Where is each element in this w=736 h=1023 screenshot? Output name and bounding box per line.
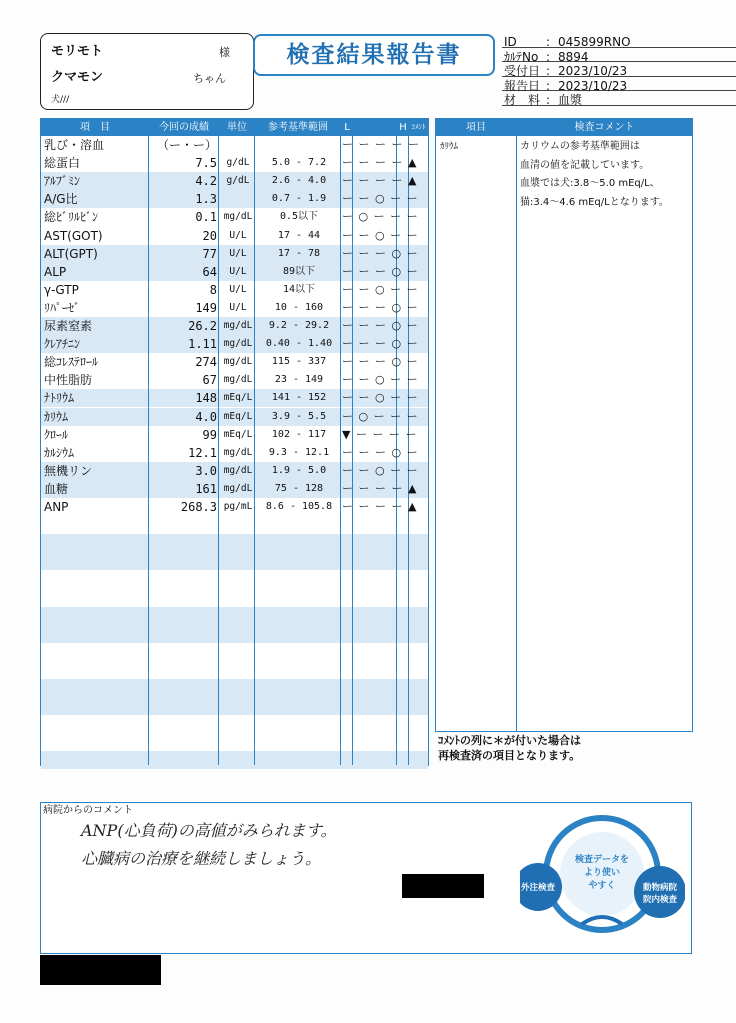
- test-unit: mg/dL: [223, 446, 253, 458]
- result-row: [41, 299, 428, 317]
- test-name: ALP: [44, 264, 67, 279]
- header-item: 項 目: [41, 119, 149, 136]
- test-value: 77: [202, 246, 217, 261]
- result-row: [41, 245, 428, 263]
- result-row: [41, 136, 428, 154]
- result-row: [41, 227, 428, 245]
- test-judgement: ー ー ○ ー ー: [342, 192, 419, 206]
- test-unit: mg/dL: [223, 464, 253, 476]
- test-name: 尿素窒素: [44, 319, 93, 333]
- test-value: 20: [202, 228, 217, 243]
- test-name: ALT(GPT): [44, 246, 98, 261]
- info-key: 報告日: [504, 78, 541, 93]
- test-name: ﾅﾄﾘｳﾑ: [44, 391, 75, 406]
- test-value: 67: [202, 373, 217, 388]
- test-unit: U/L: [229, 301, 247, 313]
- header-high: H: [397, 119, 409, 136]
- test-name: ﾘﾊﾟｰｾﾞ: [44, 300, 81, 315]
- handwritten-comment: [81, 817, 337, 873]
- test-judgement: ー ○ ー ー ー: [342, 210, 419, 224]
- test-range: 115 - 337: [271, 356, 327, 368]
- test-name: 総ｺﾚｽﾃﾛｰﾙ: [44, 355, 99, 370]
- info-key: ID: [504, 35, 517, 49]
- test-name: ｱﾙﾌﾞﾐﾝ: [44, 174, 81, 189]
- page-title: 検査結果報告書: [253, 34, 495, 76]
- test-value: 0.1: [195, 210, 217, 225]
- hospital-comment-label: 病院からのコメント: [43, 805, 133, 816]
- result-row: [41, 154, 428, 172]
- info-value: 2023/10/23: [558, 78, 628, 93]
- comment-line: カリウムの参考基準範囲は: [520, 141, 640, 152]
- test-judgement: ー ー ○ ー ー: [342, 463, 419, 477]
- test-name: γ-GTP: [44, 282, 79, 297]
- owner-honorific: 様: [219, 46, 230, 59]
- header-mid: [353, 119, 397, 136]
- test-judgement: ー ー ー ○ ー: [342, 264, 419, 278]
- result-row: [41, 444, 428, 462]
- result-row: [41, 498, 428, 516]
- test-unit: mg/dL: [223, 482, 253, 494]
- handwritten-line: 心臓病の治療を継続しましょう。: [81, 849, 322, 868]
- test-value: 64: [202, 264, 217, 279]
- test-name: 無機リン: [44, 463, 93, 478]
- result-row: [41, 190, 428, 208]
- test-value: 26.2: [188, 319, 217, 333]
- result-row: [41, 426, 428, 444]
- header-low: L: [341, 119, 353, 136]
- test-value: 161: [195, 481, 217, 496]
- test-name: 総ﾋﾞﾘﾙﾋﾞﾝ: [44, 210, 99, 225]
- test-judgement: ー ー ー ○ ー: [342, 300, 419, 314]
- test-range: 8.6 - 105.8: [265, 501, 333, 512]
- comment-note: [438, 733, 581, 763]
- result-row: [41, 172, 428, 190]
- row-band: [41, 697, 428, 715]
- test-unit: mg/dL: [223, 320, 253, 331]
- redaction-bar: [402, 874, 484, 898]
- result-row: [41, 281, 428, 299]
- info-row: [502, 48, 736, 63]
- redaction-bar: [40, 955, 161, 985]
- test-range: 0.40 - 1.40: [265, 338, 333, 350]
- comment-table: [435, 118, 693, 732]
- owner-name: モリモト: [51, 44, 104, 59]
- result-row: [41, 462, 428, 480]
- test-name: ｶﾘｳﾑ: [44, 409, 69, 424]
- result-row: [41, 208, 428, 226]
- test-judgement: ー ○ ー ー ー: [342, 409, 419, 423]
- info-value: 8894: [558, 49, 589, 64]
- test-value: 99: [202, 427, 217, 442]
- info-key: 材 料: [504, 93, 541, 107]
- header-result: 今回の成績: [149, 119, 219, 136]
- test-unit: mg/dL: [223, 356, 253, 368]
- note-line: 再検査済の項目となります。: [438, 749, 581, 762]
- logo-right-text: 動物病院: [642, 883, 678, 893]
- test-value: 4.2: [195, 174, 217, 189]
- row-band: [41, 534, 428, 552]
- header-unit: 単位: [219, 119, 255, 136]
- test-judgement: ー ー ー ー ー: [342, 138, 420, 151]
- test-judgement: ー ー ○ ー ー: [342, 391, 419, 405]
- info-value: 045899RNO: [558, 35, 631, 49]
- test-name: ｸﾚｱﾁﾆﾝ: [44, 337, 81, 352]
- test-value: 274: [195, 355, 217, 370]
- test-name: ｸﾛｰﾙ: [44, 427, 69, 442]
- test-range: 9.2 - 29.2: [268, 320, 330, 331]
- test-value: 268.3: [180, 500, 217, 514]
- test-unit: g/dL: [226, 175, 250, 187]
- info-colon: :: [546, 64, 551, 78]
- test-value: 148: [195, 391, 217, 406]
- pet-honorific: ちゃん: [193, 72, 226, 85]
- test-name: A/G比: [44, 192, 78, 207]
- test-judgement: ー ー ○ ー ー: [342, 373, 419, 387]
- lab-logo-icon: [520, 812, 685, 942]
- test-unit: mEq/L: [223, 392, 253, 404]
- test-judgement: ー ー ○ ー ー: [342, 228, 419, 242]
- info-row: [502, 33, 736, 48]
- test-value: 1.11: [188, 337, 217, 352]
- info-key: 受付日: [504, 64, 541, 78]
- test-name: ｶﾙｼｳﾑ: [44, 445, 75, 460]
- info-colon: :: [546, 35, 551, 49]
- test-range: 17 - 44: [277, 229, 321, 241]
- test-range: 0.5以下: [279, 211, 319, 223]
- comment-line: 血清の値を記載しています。: [520, 159, 650, 171]
- test-range: 89以下: [282, 265, 316, 277]
- handshake-icon: [582, 917, 622, 924]
- comment-item: ｶﾘｳﾑ: [440, 142, 459, 152]
- test-range: 5.0 - 7.2: [271, 157, 327, 169]
- info-row: [502, 91, 736, 106]
- row-band: [41, 607, 428, 625]
- info-row: [502, 62, 736, 77]
- comment-line: 猫:3.4～4.6 mEq/Lとなります。: [520, 196, 669, 208]
- divider: [516, 119, 517, 731]
- test-judgement: ー ー ー ー ▲: [342, 174, 418, 188]
- test-range: 102 - 117: [271, 428, 327, 440]
- result-row: [41, 353, 428, 371]
- test-range: 9.3 - 12.1: [268, 446, 330, 458]
- info-colon: :: [546, 49, 551, 64]
- test-range: 0.7 - 1.9: [271, 193, 327, 205]
- info-key: ｶﾙﾃNo: [504, 49, 539, 64]
- test-name: AST(GOT): [44, 228, 103, 243]
- test-range: 23 - 149: [274, 374, 324, 386]
- test-range: 1.9 - 5.0: [271, 464, 327, 476]
- test-value: 149: [195, 300, 217, 315]
- row-band: [41, 751, 428, 769]
- test-judgement: ー ー ー ○ ー: [342, 319, 419, 332]
- test-unit: mEq/L: [223, 410, 253, 422]
- test-unit: pg/mL: [223, 501, 253, 512]
- test-unit: mEq/L: [223, 428, 253, 440]
- species: 犬///: [51, 95, 70, 105]
- result-row: [41, 389, 428, 407]
- test-judgement: ー ー ー ○ ー: [342, 337, 419, 351]
- test-range: 3.9 - 5.5: [271, 410, 327, 422]
- test-unit: mg/dL: [223, 211, 253, 223]
- test-range: 14以下: [282, 283, 316, 295]
- test-unit: U/L: [229, 283, 247, 295]
- test-value: 7.5: [195, 156, 217, 171]
- note-line: ｺﾒﾝﾄの列に＊が付いた場合は: [438, 734, 581, 747]
- row-band: [41, 552, 428, 570]
- result-row: [41, 480, 428, 498]
- logo-text: より使い: [583, 868, 621, 878]
- test-value: 12.1: [188, 445, 217, 460]
- test-name: 血糖: [44, 481, 69, 496]
- info-value: 血漿: [558, 93, 583, 107]
- result-row: [41, 371, 428, 389]
- test-unit: mg/dL: [223, 338, 253, 350]
- test-range: 141 - 152: [271, 392, 327, 404]
- test-unit: g/dL: [226, 157, 250, 169]
- row-band: [41, 625, 428, 643]
- info-value: 2023/10/23: [558, 64, 628, 78]
- test-judgement: ー ー ー ー ▲: [342, 500, 418, 513]
- comment-header-item: 項目: [436, 119, 516, 136]
- test-unit: U/L: [229, 265, 247, 277]
- test-name: 総蛋白: [44, 156, 81, 171]
- report-info: [502, 33, 696, 106]
- test-value: 3.0: [195, 463, 217, 478]
- result-row: [41, 408, 428, 426]
- info-row: [502, 77, 736, 92]
- results-table: [40, 118, 429, 766]
- handwritten-line: ANP(心負荷)の高値がみられます。: [81, 821, 337, 840]
- test-unit: U/L: [229, 247, 247, 259]
- result-row: [41, 263, 428, 281]
- row-band: [41, 679, 428, 697]
- info-colon: :: [546, 93, 551, 107]
- test-value: 1.3: [195, 192, 217, 207]
- logo-right-text: 院内検査: [642, 895, 678, 905]
- test-range: 2.6 - 4.0: [271, 175, 327, 187]
- test-value: 4.0: [195, 409, 217, 424]
- test-unit: U/L: [229, 229, 247, 241]
- patient-box: [40, 33, 254, 110]
- test-judgement: ー ー ー ー ▲: [342, 481, 418, 495]
- test-name: 乳び・溶血: [44, 138, 105, 152]
- test-judgement: ー ー ー ー ▲: [342, 156, 418, 170]
- logo-text: やすく: [588, 881, 616, 891]
- info-colon: :: [546, 78, 551, 93]
- test-judgement: ▼ ー ー ー ー: [342, 427, 418, 441]
- test-judgement: ー ー ー ○ ー: [342, 355, 419, 369]
- logo-left-text: 外注検査: [520, 883, 556, 893]
- comment-text: [520, 138, 690, 212]
- header-comment: ｺﾒﾝﾄ: [409, 119, 428, 136]
- test-unit: mg/dL: [223, 374, 253, 386]
- test-judgement: ー ー ○ ー ー: [342, 282, 419, 296]
- result-row: [41, 335, 428, 353]
- test-judgement: ー ー ー ○ ー: [342, 445, 419, 459]
- test-value: （ー・ー）: [156, 138, 217, 152]
- test-value: 8: [209, 282, 217, 297]
- logo-text: 検査データを: [574, 855, 630, 865]
- comment-header-text: 検査コメント: [517, 119, 692, 136]
- test-judgement: ー ー ー ○ ー: [342, 246, 419, 260]
- result-row: [41, 317, 428, 335]
- test-name: 中性脂肪: [44, 373, 93, 388]
- comment-line: 血漿では犬:3.8～5.0 mEq/L、: [520, 178, 660, 189]
- test-range: 10 - 160: [274, 301, 324, 313]
- test-range: 75 - 128: [274, 482, 324, 494]
- test-name: ANP: [44, 500, 69, 514]
- header-range: 参考基準範囲: [255, 119, 341, 136]
- test-range: 17 - 78: [277, 247, 321, 259]
- pet-name: クマモン: [51, 70, 104, 85]
